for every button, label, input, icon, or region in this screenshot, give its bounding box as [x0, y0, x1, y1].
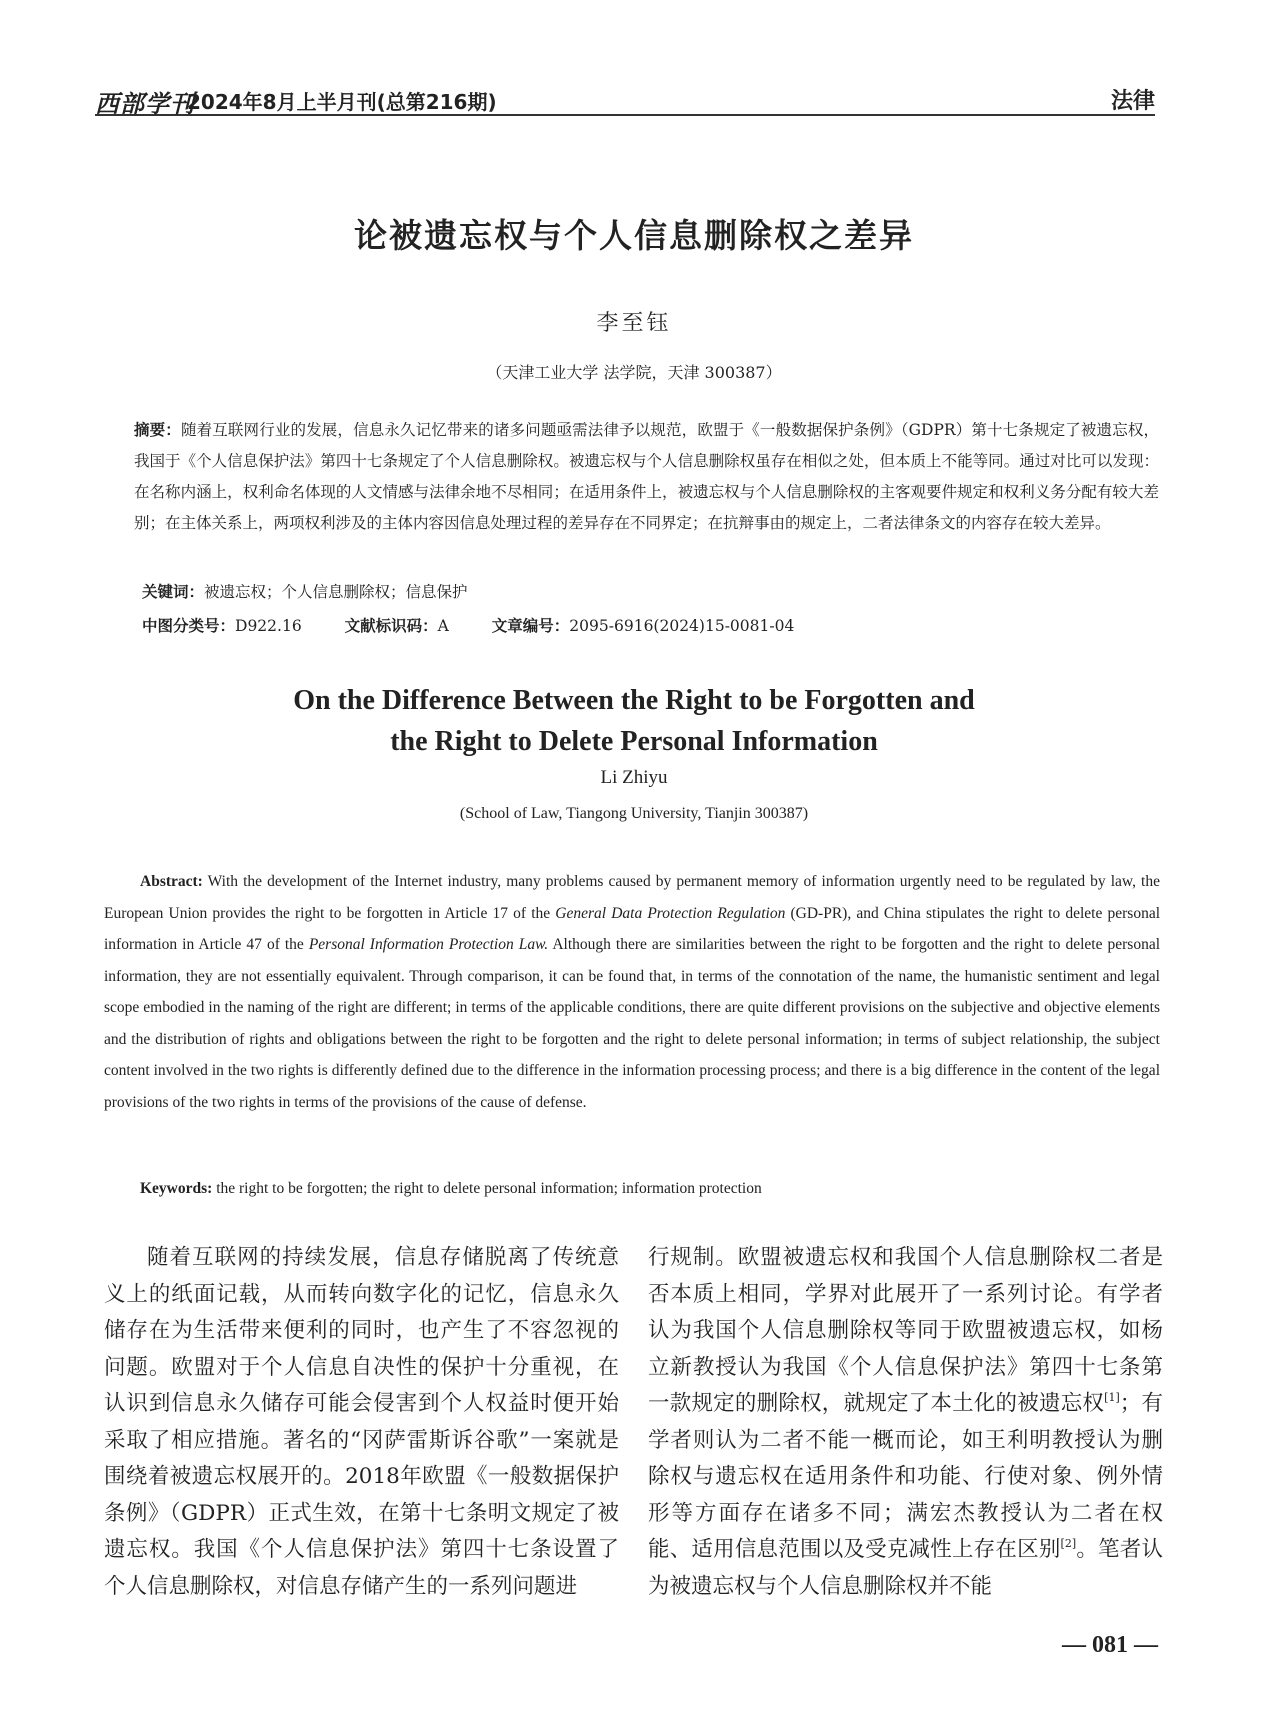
doc-code-item — [345, 614, 449, 636]
running-header — [95, 82, 1155, 116]
article-no-label: 文章编号： — [491, 617, 570, 635]
pipl-title: Personal Information Protection Law. — [308, 936, 549, 953]
english-title — [0, 680, 1268, 762]
chinese-title: 论被遗忘权与个人信息删除权之差异 — [354, 216, 914, 255]
chinese-keywords — [142, 580, 468, 602]
english-keywords-text: the right to be forgotten; the right to delete personal information; information protection — [216, 1180, 762, 1197]
english-keywords — [140, 1180, 762, 1198]
right-column-part3: 。笔者认为被遗忘权与个人信息删除权并不能 — [648, 1537, 1163, 1599]
citation-1[interactable]: [1] — [1104, 1391, 1120, 1404]
right-column-part2: ；有学者则认为二者不能一概而论，如王利明教授认为删除权与遗忘权在适用条件和功能、行使对象、例外情形等方面存在诸多不同；满宏杰教授认为二者在权能、适用信息范围以及受克减性上存在区别 — [648, 1391, 1163, 1562]
english-abstract-part3: Although there are similarities between the right to be forgotten and the right to delete personal information, they are not essentially equivalent. Through comparison, it can be found that, in terms of the connotation of the name, the humanistic sentiment and legal scope embodied in the naming of the right are different; in terms of the applicable conditions, there are quite different provisions on the subjective and objective elements and the distribution of rights and obligations between the right to be forgotten and the right to delete personal information; in terms of subject relationship, the subject content involved in the two rights is differently defined due to the difference in the information processing process; and there is a big difference in the content of the legal provisions of the two rights in terms of the provisions of the cause of defense. — [104, 936, 1161, 1111]
clc-label: 中图分类号： — [142, 617, 236, 635]
issue-info: 2024年8月上半月刊(总第216期) — [187, 90, 497, 114]
classification-meta — [142, 614, 1142, 636]
english-abstract — [104, 866, 1160, 1118]
chinese-affiliation: （天津工业大学 法学院，天津 300387） — [486, 363, 782, 382]
section-label: 法律 — [1110, 89, 1155, 114]
clc-value: D922.16 — [235, 617, 302, 635]
chinese-abstract-label: 摘要： — [134, 421, 181, 439]
doc-code-value: A — [437, 617, 449, 635]
right-column-part1: 行规制。欧盟被遗忘权和我国个人信息删除权二者是否本质上相同，学界对此展开了一系列讨论。有学者认为我国个人信息删除权等同于欧盟被遗忘权，如杨立新教授认为我国《个人信息保护法》第四十七条第一款规定的删除权，就规定了本土化的被遗忘权 — [648, 1245, 1163, 1416]
chinese-keywords-label: 关键词： — [142, 583, 205, 601]
page-number: — 081 — — [1062, 1632, 1158, 1658]
english-abstract-part2: (GD-PR), and China stipulates the right to delete personal information in Article 47 of the — [104, 904, 1161, 953]
chinese-abstract-text: 随着互联网行业的发展，信息永久记忆带来的诸多问题亟需法律予以规范，欧盟于《一般数据保护条例》（GDPR）第十七条规定了被遗忘权，我国于《个人信息保护法》第四十七条规定了个人信息删除权。被遗忘权与个人信息删除权虽存在相似之处，但本质上不能等同。通过对比可以发现：在名称内涵上，权利命名体现的人文情感与法律余地不尽相同；在适用条件上，被遗忘权与个人信息删除权的主客观要件规定和权利义务分配有较大差别；在主体关系上，两项权利涉及的主体内容因信息处理过程的差异存在不同界定；在抗辩事由的规定上，二者法律条文的内容存在较大差异。 — [134, 421, 1159, 532]
body-right-column — [648, 1240, 1163, 1605]
citation-2[interactable]: [2] — [1060, 1537, 1077, 1550]
chinese-abstract — [134, 415, 1159, 539]
chinese-keywords-text: 被遗忘权；个人信息删除权；信息保护 — [204, 583, 468, 601]
english-affiliation: (School of Law, Tiangong University, Tianjin 300387) — [459, 805, 809, 822]
english-keywords-label: Keywords: — [140, 1180, 213, 1197]
english-title-line2: the Right to Delete Personal Information — [390, 726, 878, 757]
english-author: Li Zhiyu — [600, 767, 668, 788]
article-no-value: 2095-6916(2024)15-0081-04 — [569, 617, 795, 635]
gdpr-title: General Data Protection Regulation — [555, 904, 786, 922]
chinese-author: 李至钰 — [596, 311, 672, 336]
english-title-line1: On the Difference Between the Right to be Forgotten and — [293, 685, 975, 716]
english-abstract-label: Abstract: — [140, 873, 203, 890]
article-no-item — [492, 614, 795, 636]
doc-code-label: 文献标识码： — [344, 617, 438, 635]
english-abstract-part1: With the development of the Internet industry, many problems caused by permanent memory of information urgently need to be regulated by law, the European Union provides the right to be forgotten in Article 17 of the — [104, 873, 1160, 922]
clc-item — [142, 614, 302, 636]
journal-logo: 西部学刊 — [95, 89, 195, 118]
body-left-column: 随着互联网的持续发展，信息存储脱离了传统意义上的纸面记载，从而转向数字化的记忆，信息永久储存在为生活带来便利的同时，也产生了不容忽视的问题。欧盟对于个人信息自决性的保护十分重视，在认识到信息永久储存可能会侵害到个人权益时便开始采取了相应措施。著名的“冈萨雷斯诉谷歌”一案就是围绕着被遗忘权展开的。2018年欧盟《一般数据保护条例》（GDPR）正式生效，在第十七条明文规定了被遗忘权。我国《个人信息保护法》第四十七条设置了个人信息删除权，对信息存储产生的一系列问题进 — [104, 1245, 619, 1599]
